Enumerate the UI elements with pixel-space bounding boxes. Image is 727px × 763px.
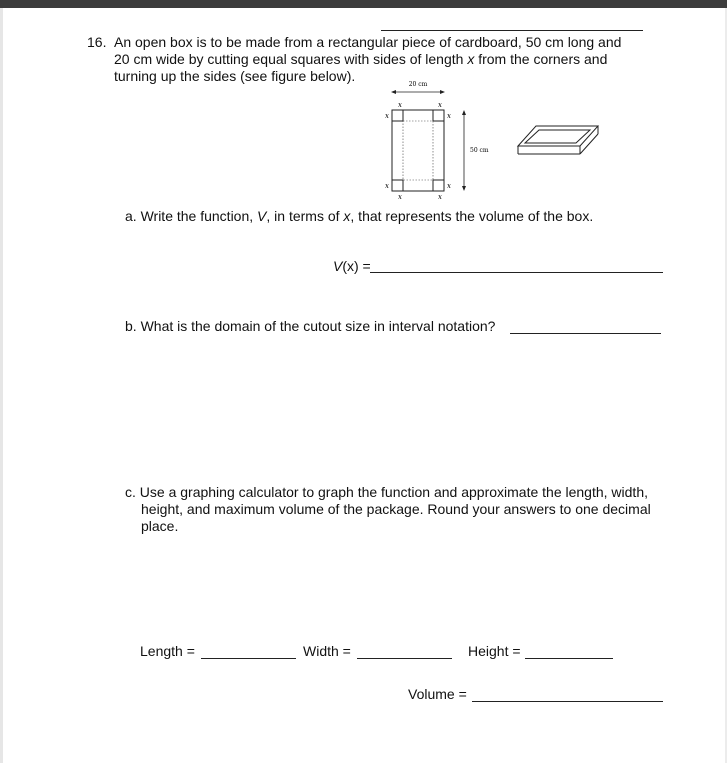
width-arrow-left [391, 90, 396, 94]
x-label-right-top: x [447, 112, 451, 120]
x-label-left-bottom: x [385, 182, 389, 190]
corner-square-top-left [392, 110, 403, 121]
x-label-bottom-left: x [398, 193, 402, 200]
question-line-3: turning up the sides (see figure below). [114, 68, 356, 84]
height-answer-blank[interactable] [525, 642, 613, 659]
corner-square-top-right [433, 110, 444, 121]
width-label: Width = [303, 643, 351, 659]
cardboard-sheet [392, 110, 444, 191]
width-dimension-label: 20 cm [408, 81, 428, 88]
part-a-answer-label: V(x) = [333, 258, 371, 274]
part-b-answer-blank[interactable] [510, 317, 661, 334]
header-rule [381, 30, 643, 31]
part-c-line-1: c. Use a graphing calculator to graph the function and approximate the length, width, [125, 484, 648, 500]
part-c-line-2: height, and maximum volume of the package. Round your answers to one decimal [141, 501, 651, 517]
part-b-question: b. What is the domain of the cutout size in interval notation? [125, 318, 496, 334]
fold-lines [403, 121, 433, 180]
length-answer-blank[interactable] [201, 642, 296, 659]
length-dimension-label: 50 cm [470, 147, 489, 154]
width-arrow-right [440, 90, 445, 94]
length-arrow-top [462, 110, 466, 115]
x-label-right-bottom: x [447, 182, 451, 190]
question-line-2: 20 cm wide by cutting equal squares with sides of length x from the corners and [114, 51, 608, 67]
length-label: Length = [140, 643, 195, 659]
volume-answer-blank[interactable] [472, 685, 663, 702]
width-answer-blank[interactable] [357, 642, 452, 659]
x-label-bottom-right: x [438, 193, 442, 200]
length-arrow-bottom [462, 186, 466, 191]
question-number: 16. [87, 34, 107, 50]
variable-x: x [467, 51, 475, 67]
page-left-edge [0, 8, 3, 763]
question-line-1: An open box is to be made from a rectangular piece of cardboard, 50 cm long and [114, 34, 622, 50]
x-label-left-top: x [385, 112, 389, 120]
corner-square-bottom-right [433, 180, 444, 191]
corner-square-bottom-left [392, 180, 403, 191]
part-c-line-3: place. [141, 518, 179, 534]
x-label-top-left: x [398, 101, 402, 109]
viewer-top-bar [0, 0, 727, 8]
part-a-question: a. Write the function, V, in terms of x, that represents the volume of the box. [125, 208, 594, 224]
open-box-sketch [518, 126, 598, 154]
height-label: Height = [468, 643, 521, 659]
cardboard-figure [360, 75, 610, 200]
part-a-answer-blank[interactable] [370, 256, 663, 273]
volume-label: Volume = [408, 686, 467, 702]
x-label-top-right: x [438, 101, 442, 109]
